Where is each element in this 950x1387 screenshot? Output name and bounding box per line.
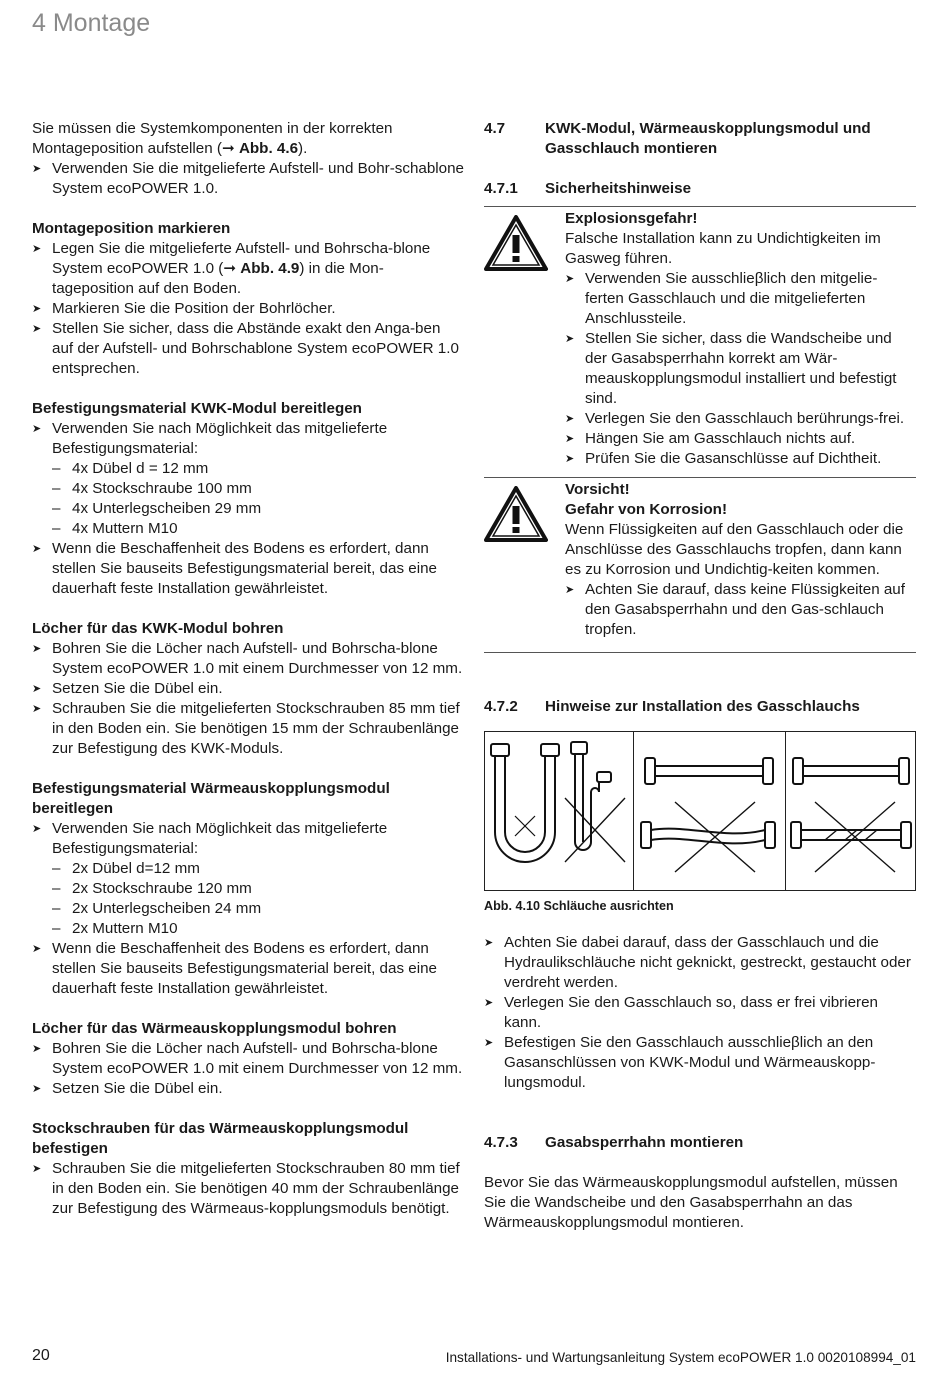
list-item: ➤ Achten Sie dabei darauf, dass der Gasschlauch und die Hydraulikschläuche nicht geknickt, gestreckt, gestaucht oder verdreht werden. [484, 933, 916, 993]
list-item: ➤ Bohren Sie die Löcher nach Aufstell- und Bohrscha-blone System ecoPOWER 1.0 mit einem Durchmesser von 12 mm. [32, 639, 464, 679]
list-item: ➤ Verwenden Sie die mitgelieferte Aufstell- und Bohr-schablone System ecoPOWER 1.0. [32, 159, 464, 199]
section-heading: Befestigungsmaterial KWK-Modul bereitlegen [32, 400, 362, 417]
warning-text: Falsche Installation kann zu Undichtigkeiten im Gasweg führen. [565, 230, 881, 267]
list-item: ➤ Stellen Sie sicher, dass die Wandscheibe und der Gasabsperrhahn korrekt am Wär-meauskopplungsmodul installiert und befestigt sind. [565, 329, 916, 409]
list-item: ➤ Verwenden Sie nach Möglichkeit das mitgelieferte Befestigungsmaterial: [32, 419, 464, 459]
section-heading: Befestigungsmaterial Wärmeauskopplungsmodul bereitlegen [32, 780, 390, 817]
warning-subtitle: Gefahr von Korrosion! [565, 501, 728, 518]
right-column [484, 119, 916, 1233]
warning-triangle-icon [484, 486, 548, 542]
warning-title: Explosionsgefahr! [565, 210, 698, 227]
page-number: 20 [32, 1347, 50, 1364]
hose-figure [484, 731, 916, 891]
section-heading: Löcher für das Wärmeauskopplungsmodul bohren [32, 1020, 397, 1037]
dash-item: – 2x Unterlegscheiben 24 mm [32, 899, 464, 919]
list-item: ➤ Verwenden Sie nach Möglichkeit das mitgelieferte Befestigungsmaterial: [32, 819, 464, 859]
body-paragraph: Bevor Sie das Wärmeauskopplungsmodul aufstellen, müssen Sie die Wandscheibe und den Gasabsperrhahn an das Wärmeauskopplungsmodul montieren. [484, 1174, 898, 1231]
figure-reference: Abb. 4.9 [240, 260, 300, 277]
list-item: ➤ Markieren Sie die Position der Bohrlöcher. [32, 299, 464, 319]
list-item: ➤ Prüfen Sie die Gasanschlüsse auf Dichtheit. [565, 449, 916, 469]
hose-routing-illustration [485, 732, 915, 890]
warning-corrosion [484, 478, 916, 640]
figure-caption: Abb. 4.10 Schläuche ausrichten [484, 899, 674, 913]
list-item: ➤ Legen Sie die mitgelieferte Aufstell- und Bohrscha-blone System ecoPOWER 1.0 (➞ Abb. 4.9) in die Mon-tageposition auf den Boden. [32, 239, 464, 299]
dash-item: – 4x Dübel d = 12 mm [32, 459, 464, 479]
figure-reference: Abb. 4.6 [238, 140, 299, 157]
list-item: ➤ Verwenden Sie ausschlieβlich den mitgelie-ferten Gasschlauch und die mitgelieferten Anschlussteile. [565, 269, 916, 329]
dash-item: – 2x Dübel d=12 mm [32, 859, 464, 879]
left-column [32, 119, 464, 1219]
warning-triangle-icon [484, 215, 548, 271]
list-item: ➤ Schrauben Sie die mitgelieferten Stockschrauben 85 mm tief in den Boden ein. Sie benötigen 15 mm der Schraubenlänge zur Befestigung des KWK-Moduls. [32, 699, 464, 759]
list-item: ➤ Setzen Sie die Dübel ein. [32, 1079, 464, 1099]
list-item: ➤ Hängen Sie am Gasschlauch nichts auf. [565, 429, 916, 449]
list-item: ➤ Setzen Sie die Dübel ein. [32, 679, 464, 699]
dash-item: – 2x Stockschraube 120 mm [32, 879, 464, 899]
dash-item: – 4x Muttern M10 [32, 519, 464, 539]
section-heading: Stockschrauben für das Wärmeauskopplungsmodul befestigen [32, 1120, 409, 1157]
section-heading: Montageposition markieren [32, 220, 231, 237]
dash-item: – 4x Stockschraube 100 mm [32, 479, 464, 499]
list-item: ➤ Verlegen Sie den Gasschlauch so, dass er frei vibrieren kann. [484, 993, 916, 1033]
footer-document-title: Installations- und Wartungsanleitung System ecoPOWER 1.0 0020108994_01 [445, 1350, 916, 1365]
list-item: ➤ Achten Sie darauf, dass keine Flüssigkeiten auf den Gasabsperrhahn und den Gas-schlauch tropfen. [565, 580, 916, 640]
section-heading-4-7-2: 4.7.2 Hinweise zur Installation des Gasschlauchs [484, 698, 860, 715]
intro-text: Sie müssen die Systemkomponenten in der korrekten Montageposition aufstellen (➞ Abb. 4.6). [32, 120, 393, 157]
list-item: ➤ Befestigen Sie den Gasschlauch ausschlieβlich an den Gasanschlüssen von KWK-Modul und Wärmeauskopp-lungsmodul. [484, 1033, 916, 1093]
list-item: ➤ Wenn die Beschaffenheit des Bodens es erfordert, dann stellen Sie bauseits Befestigungsmaterial bereit, das eine dauerhaft feste Installation gewährleistet. [32, 539, 464, 599]
section-heading: Löcher für das KWK-Modul bohren [32, 620, 284, 637]
warning-title: Vorsicht! [565, 481, 630, 498]
warning-text: Wenn Flüssigkeiten auf den Gasschlauch oder die Anschlüsse des Gasschlauchs tropfen, dann kann es zu Korrosion und Undichtig-keiten kommen. [565, 521, 904, 578]
section-heading-4-7-3: 4.7.3 Gasabsperrhahn montieren [484, 1134, 744, 1151]
warning-explosion [484, 207, 916, 469]
list-item: ➤ Schrauben Sie die mitgelieferten Stockschrauben 80 mm tief in den Boden ein. Sie benötigen 40 mm der Schraubenlänge zur Befestigung des Wärmeaus-kopplungsmoduls benötigt. [32, 1159, 464, 1219]
list-item: ➤ Bohren Sie die Löcher nach Aufstell- und Bohrscha-blone System ecoPOWER 1.0 mit einem Durchmesser von 12 mm. [32, 1039, 464, 1079]
list-item: ➤ Verlegen Sie den Gasschlauch berührungs-frei. [565, 409, 916, 429]
list-item: ➤ Stellen Sie sicher, dass die Abstände exakt den Anga-ben auf der Aufstell- und Bohrschablone System ecoPOWER 1.0 entsprechen. [32, 319, 464, 379]
section-heading-4-7-1: 4.7.1 Sicherheitshinweise [484, 180, 692, 197]
dash-item: – 2x Muttern M10 [32, 919, 464, 939]
section-heading-4-7: 4.7 KWK-Modul, Wärmeauskopplungsmodul und Gasschlauch montieren [484, 120, 871, 157]
list-item: ➤ Wenn die Beschaffenheit des Bodens es erfordert, dann stellen Sie bauseits Befestigungsmaterial bereit, das eine dauerhaft feste Installation gewährleistet. [32, 939, 464, 999]
dash-item: – 4x Unterlegscheiben 29 mm [32, 499, 464, 519]
chapter-header: 4 Montage [32, 9, 151, 37]
